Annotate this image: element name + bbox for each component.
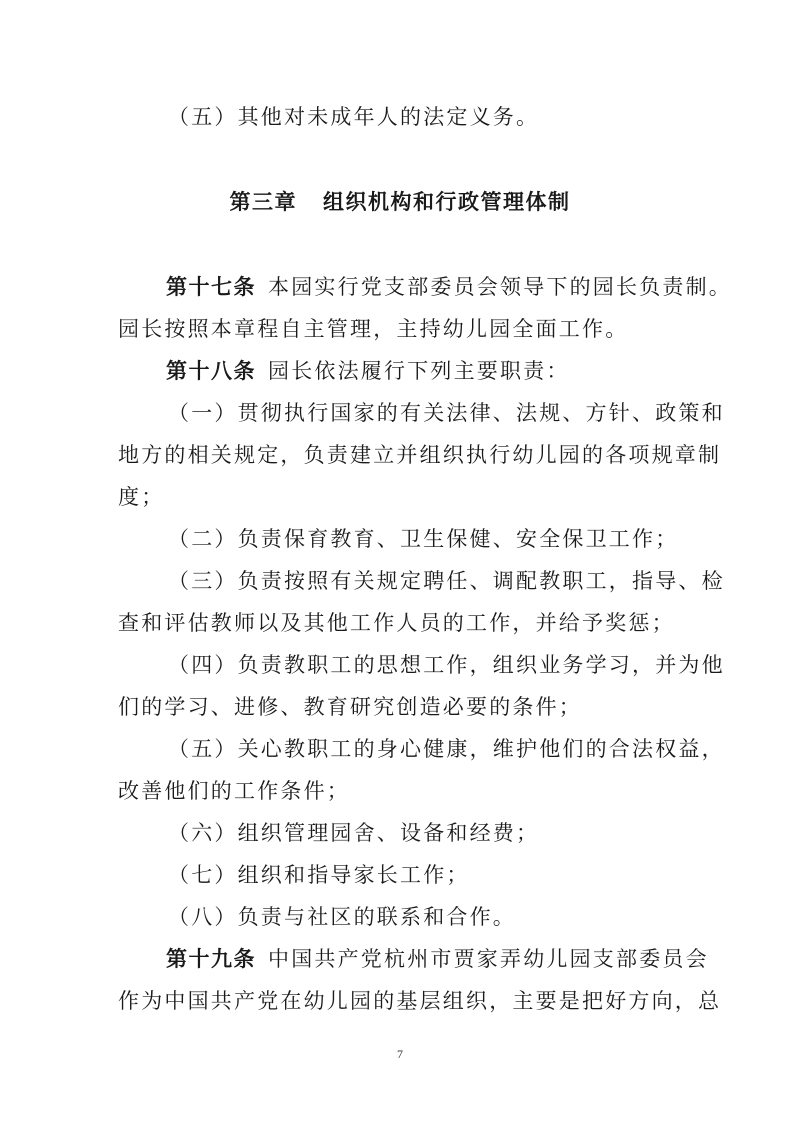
article-line [166, 945, 709, 973]
list-item-line: （二）负责保育教育、卫生保健、安全保卫工作； [168, 527, 679, 551]
list-item-line: （八）负责与社区的联系和合作。 [168, 905, 516, 929]
chapter-heading [0, 188, 800, 216]
list-item-line: 们的学习、进修、教育研究创造必要的条件； [118, 695, 582, 719]
list-item-line: 度； [118, 485, 165, 509]
list-item-line: 查和评估教师以及其他工作人员的工作，并给予奖惩； [118, 611, 675, 635]
paragraph-line: 园长按照本章程自主管理，主持幼儿园全面工作。 [118, 317, 629, 341]
article-label: 第十七条 [166, 275, 256, 299]
list-item-line: （三）负责按照有关规定聘任、调配教职工，指导、检 [168, 569, 725, 593]
list-item-line: （四）负责教职工的思想工作，组织业务学习，并为他 [168, 653, 725, 677]
paragraph-line: 作为中国共产党在幼儿园的基层组织，主要是把好方向，总 [118, 989, 722, 1013]
article-line [166, 273, 732, 301]
list-item-line: （七）组织和指导家长工作； [168, 863, 470, 887]
list-item-line: （一）贯彻执行国家的有关法律、法规、方针、政策和 [168, 401, 725, 425]
article-label: 第十九条 [166, 947, 256, 971]
chapter-title: 组织机构和行政管理体制 [323, 190, 571, 214]
list-item-line: 地方的相关规定，负责建立并组织执行幼儿园的各项规章制 [118, 443, 722, 467]
paragraph-line: （五）其他对未成年人的法定义务。 [168, 105, 540, 129]
list-item-line: （五）关心教职工的身心健康，维护他们的合法权益， [168, 737, 725, 761]
article-text: 本园实行党支部委员会领导下的园长负责制。 [268, 275, 732, 299]
list-item-line: （六）组织管理园舍、设备和经费； [168, 821, 540, 845]
list-item-line: 改善他们的工作条件； [118, 779, 350, 803]
article-line [166, 357, 570, 385]
article-text: 中国共产党杭州市贾家弄幼儿园支部委员会 [268, 947, 709, 971]
article-label: 第十八条 [166, 359, 256, 383]
page-number: 7 [397, 1047, 403, 1061]
article-text: 园长依法履行下列主要职责： [268, 359, 570, 383]
chapter-number: 第三章 [229, 190, 297, 214]
